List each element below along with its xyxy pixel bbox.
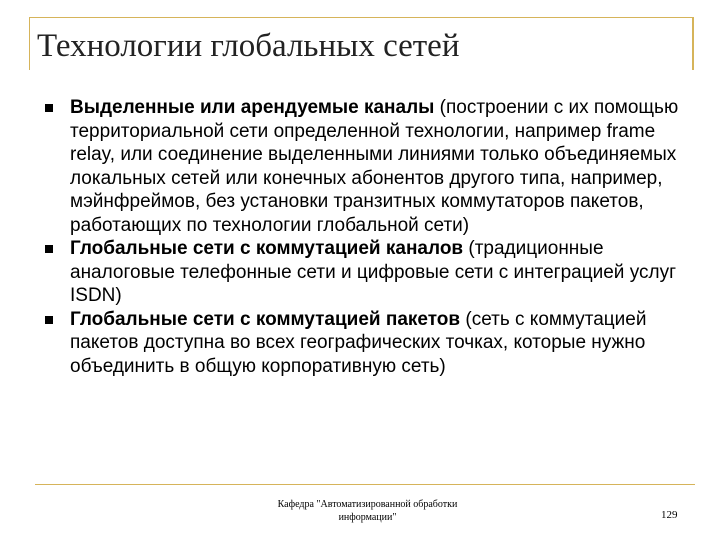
bullet-item-packet-switching (0, 308, 720, 379)
footer-department (230, 498, 505, 524)
bullet-item-leased-lines (0, 96, 720, 237)
bullet-heading: Выделенные или арендуемые каналы (70, 97, 435, 118)
bullet-item-circuit-switching (0, 237, 720, 308)
bullet-list (0, 96, 720, 378)
footer-department-line2: информации" (338, 512, 397, 523)
square-bullet-icon (45, 245, 53, 253)
bullet-text: (сеть с коммутацией пакетов доступна во всех географических точках, которые нужно объединить в общую корпоративную сеть) (70, 308, 647, 377)
slide-title: Технологии глобальных сетей (37, 28, 460, 64)
footer-department-line1: Кафедра "Автоматизированной обработки (277, 499, 458, 510)
square-bullet-icon (45, 316, 53, 324)
square-bullet-icon (45, 104, 53, 112)
footer-divider (35, 484, 695, 485)
bullet-text: (построении с их помощью территориальной сети определенной технологии, например frame relay, или соединение выделенными линиями только объединяемых локальных сетей или конечных абонентов другого типа, например, мэйнфреймов, без установки транзитных коммутаторов пакетов, работающих по технологии глобальной сети) (70, 97, 679, 236)
bullet-heading: Глобальные сети с коммутацией каналов (70, 238, 464, 259)
bullet-text: (традиционные аналоговые телефонные сети и цифровые сети с интеграцией услуг ISDN) (70, 238, 677, 306)
bullet-heading: Глобальные сети с коммутацией пакетов (70, 308, 461, 330)
page-number: 129 (661, 509, 678, 521)
